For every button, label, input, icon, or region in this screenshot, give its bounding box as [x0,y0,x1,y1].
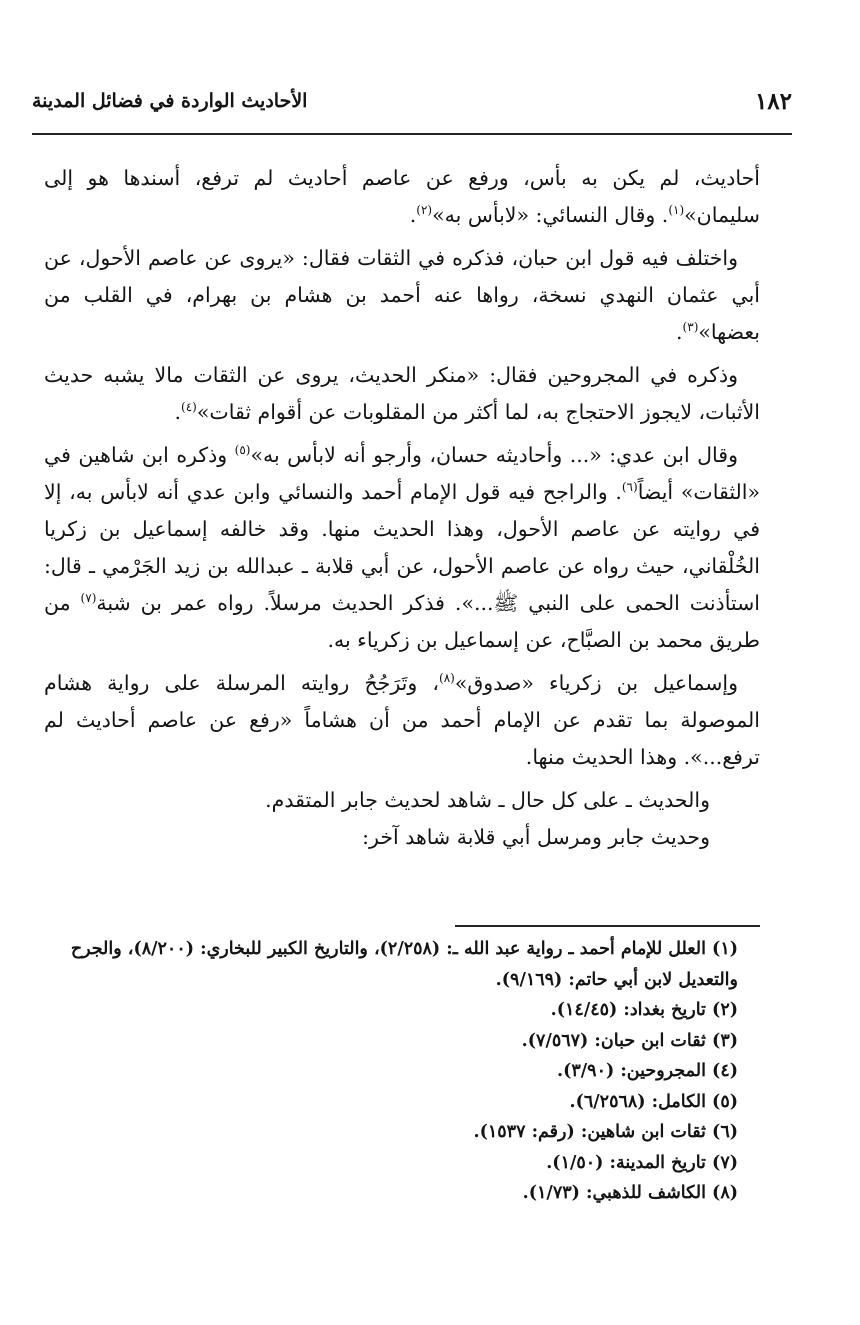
text-run: واختلف فيه قول ابن حبان، فذكره في الثقات فقال: «يروى عن عاصم الأحول، عن أبي عثمان النهدي نسخة، رواها عنه أحمد بن هشام بن بهرام، في القلب من بعضها» [44,246,760,344]
paragraph-2 [44,240,760,351]
paragraph-5 [44,665,760,776]
footnote-ref[interactable]: (٣) [682,320,699,335]
text-run: وإسماعيل بن زكرياء «صدوق» [454,671,738,695]
text-run: . وقال النسائي: «لابأس به» [432,203,669,227]
footnote-ref[interactable]: (٧) [80,591,97,606]
footnote-ref[interactable]: (٤) [181,400,197,415]
footnote-ref[interactable]: (٥) [234,443,251,458]
footnote-5: (٥) الكامل: (٦/٢٥٦٨). [569,1091,738,1112]
paragraph-7 [44,819,760,856]
footnote-6: (٦) ثقات ابن شاهين: (رقم: ١٥٣٧). [473,1122,738,1142]
main-text [44,160,760,856]
footnote-3: (٣) ثقات ابن حبان: (٧/٥٦٧). [521,1030,738,1051]
footnote-7: (٧) تاريخ المدينة: (١/٥٠). [546,1152,738,1173]
footnotes [26,934,760,1209]
text-run: وقال ابن عدي: «... وأحاديثه حسان، وأرجو أنه لابأس به» [250,443,738,467]
text-run: من طريق محمد بن الصبَّاح، عن إسماعيل بن زكرياء به. [44,591,760,652]
footnote-8: (٨) الكاشف للذهبي: (١/٧٣). [522,1183,738,1203]
text-run: . [174,400,182,424]
page-header [32,84,792,118]
text-run: أحاديث، لم يكن به بأس، ورفع عن عاصم أحاديث لم ترفع، أسندها هو إلى سليمان» [44,166,760,227]
text-run: وحديث جابر ومرسل أبي قلابة شاهد آخر: [362,825,710,849]
footnote-4: (٤) المجروحين: (٣/٩٠). [557,1061,738,1081]
footnote-2: (٢) تاريخ بغداد: (١٤/٤٥). [550,1000,738,1020]
paragraph-3 [44,357,760,431]
paragraph-6 [44,782,760,819]
footnote-ref[interactable]: (٢) [416,203,433,218]
footnote-1: (١) العلل للإمام أحمد ـ رواية عبد الله ـ: (٢/٢٥٨)، والتاريخ الكبير للبخاري: (٨/٢٠٠)، والجرح والتعديل لابن أبي حاتم: (٩/١٦٩). [70,939,738,990]
text-run: . والراجح فيه قول الإمام أحمد والنسائي وابن عدي أنه لابأس به، إلا في روايته عن عاصم الأحول، وهذا الحديث منها. وقد خالفه إسماعيل بن زكريا الخُلْقاني، حيث رواه عن عاصم الأحول، عن أبي قلابة ـ عبدالله بن زيد الجَرْمي ـ قال: استأذنت الحمى على النبي ﷺ...». فذكر الحديث مرسلاً. رواه عمر بن شبة [44,480,760,615]
text-run: ، وتَرَجُحُ روايته المرسلة على رواية هشام الموصولة بما تقدم عن الإمام أحمد من أن هشاماً «رفع عن عاصم أحاديث لم ترفع...». وهذا الحديث منها. [44,671,760,769]
text-run: . [676,320,683,344]
paragraph-1 [44,160,760,234]
footnote-ref[interactable]: (٦) [621,480,638,495]
footnote-ref[interactable]: (١) [668,203,685,218]
footnote-divider [455,925,760,927]
text-run: . [409,203,417,227]
paragraph-4 [44,437,760,659]
page-number: ١٨٢ [754,87,792,115]
running-title: الأحاديث الواردة في فضائل المدينة [32,90,308,112]
text-run: وذكره في المجروحين فقال: «منكر الحديث، يروى عن الثقات مالا يشبه حديث الأثبات، لايجوز الاحتجاج به، لما أكثر من المقلوبات عن أقوام ثقات» [44,363,760,424]
text-run: والحديث ـ على كل حال ـ شاهد لحديث جابر المتقدم. [265,788,710,812]
header-divider [32,133,792,135]
text-run: وذكره ابن شاهين في «الثقات» أيضاً [44,443,760,504]
footnote-ref[interactable]: (٨) [439,671,455,686]
